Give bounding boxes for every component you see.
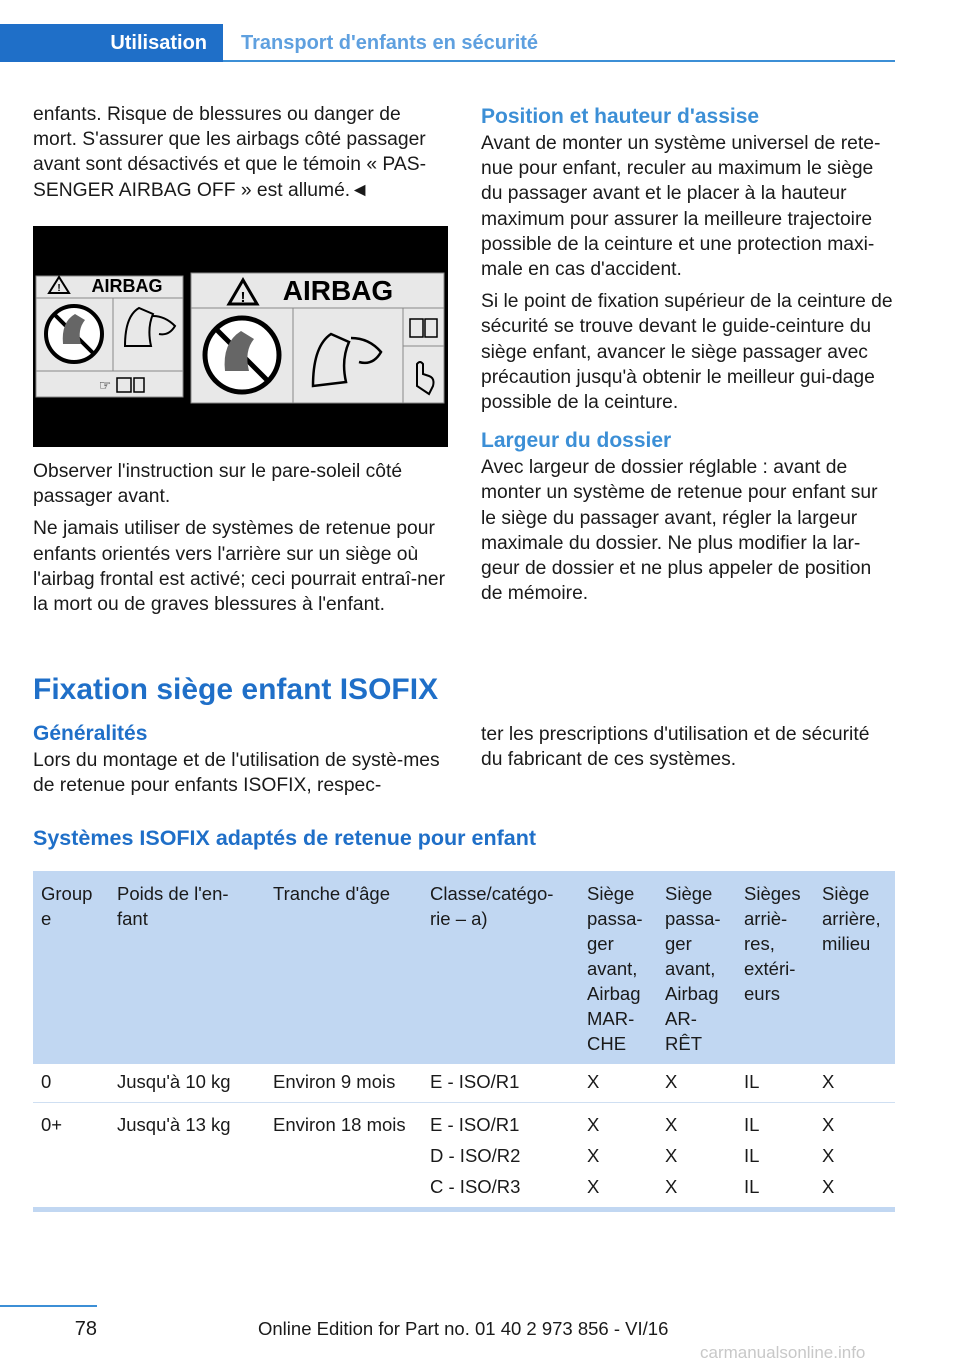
generalites-block <box>33 720 448 805</box>
generalites-text-left: Lors du montage et de l'utilisation de systè‐mes de retenue pour enfants ISOFIX, respec‐ <box>33 750 440 797</box>
page-number: 78 <box>74 1318 97 1340</box>
heading-generalites: Généralités <box>33 722 148 745</box>
cell-groupe: 0+ <box>41 1114 63 1135</box>
cell-groupe: 0 <box>33 1064 109 1103</box>
cell-age: Environ 18 mois <box>273 1114 406 1135</box>
cell-classe <box>422 1103 579 1209</box>
airbag-label-image <box>33 226 448 447</box>
tab-utilisation[interactable]: Utilisation <box>0 24 223 62</box>
left-column-top <box>33 102 448 210</box>
cell-avant-arret: X <box>657 1064 736 1103</box>
right-column <box>481 103 896 613</box>
cell-line: IL <box>744 1114 760 1135</box>
cell-line: X <box>822 1114 835 1135</box>
cell-line: IL <box>744 1176 760 1197</box>
cell-age: Environ 9 mois <box>265 1064 422 1103</box>
cell-arriere-milieu <box>814 1103 895 1209</box>
position-text-2: Si le point de fixation supérieur de la ceinture de sécurité se trouve devant le guide-ceinture du siège enfant, avancer le siège passager avec précaution jusqu'à obtenir le meilleur gui‐dage possible de la ceinture. <box>481 291 893 414</box>
cell-line: X <box>587 1176 600 1197</box>
table-header-row <box>33 871 895 1064</box>
cell-avant-marche: X <box>579 1064 657 1103</box>
cell-line: E - ISO/R1 <box>430 1114 520 1135</box>
header-poids: Poids de l'en‐ fant <box>109 871 265 1064</box>
cell-line: D - ISO/R2 <box>430 1145 521 1166</box>
table-title: Systèmes ISOFIX adaptés de retenue pour enfant <box>33 826 537 850</box>
cell-line: X <box>665 1176 678 1197</box>
largeur-text: Avec largeur de dossier réglable : avant de monter un système de retenue pour enfant sur le siège du passager avant, régler la largeur maximale du dossier. Ne plus modifier la lar‐geur de dossier et ne plus appeler de position de mémoire. <box>481 457 878 605</box>
header-classe: Classe/catégo‐ rie – a) <box>422 871 579 1064</box>
cell-line: X <box>665 1145 678 1166</box>
page-number-rule <box>0 1305 97 1307</box>
header-sieges-arriere-exterieurs: Sièges arriè‐ res, extéri‐ eurs <box>736 871 814 1064</box>
edition-footer: Online Edition for Part no. 01 40 2 973 856 - VI/16 <box>258 1318 669 1339</box>
airbag-label-drawing <box>33 226 448 447</box>
cell-poids: Jusqu'à 13 kg <box>117 1114 231 1135</box>
cell-line: X <box>587 1145 600 1166</box>
section-title-isofix: Fixation siège enfant ISOFIX <box>33 673 439 706</box>
airbag-label-large: AIRBAG <box>282 275 394 306</box>
svg-text:!: ! <box>57 283 61 294</box>
table-row <box>33 1064 895 1103</box>
sunvisor-text: Observer l'instruction sur le pare-soleil côté passager avant. <box>33 461 403 508</box>
cell-avant-marche <box>579 1103 657 1209</box>
svg-text:!: ! <box>240 289 246 306</box>
cell-classe: E - ISO/R1 <box>422 1064 579 1103</box>
generalites-continued <box>481 722 896 779</box>
rear-facing-warning-text: Ne jamais utiliser de systèmes de retenue pour enfants orientés vers l'arrière sur un siège où l'airbag frontal est activé; ceci pourrait entraî‐ner la mort ou de graves blessures à l'enfant. <box>33 518 445 616</box>
table-row <box>33 1103 895 1209</box>
position-text-1: Avant de monter un système universel de rete‐nue pour enfant, reculer au maximum le siège du passager avant et le placer à la hauteur maximum pour assurer la meilleure trajectoire possible de la ceinture et une protection maxi‐male en cas d'accident. <box>481 133 881 281</box>
hand-small-icon: ☞ <box>98 378 112 394</box>
header-siege-arriere-milieu: Siège arrière, milieu <box>814 871 895 1064</box>
cell-line: IL <box>744 1145 760 1166</box>
airbag-label-small: AIRBAG <box>91 276 163 296</box>
cell-line: X <box>665 1114 678 1135</box>
cell-line: X <box>587 1114 600 1135</box>
tab-transport-enfants[interactable]: Transport d'enfants en sécurité <box>241 31 539 54</box>
cell-line: C - ISO/R3 <box>430 1176 521 1197</box>
heading-position-hauteur: Position et hauteur d'assise <box>481 105 760 128</box>
cell-avant-arret <box>657 1103 736 1209</box>
left-column-bottom <box>33 459 448 624</box>
table-bottom-rule <box>33 1207 895 1212</box>
header-groupe: Group e <box>33 871 109 1064</box>
header-siege-avant-airbag-arret: Siège passa‐ ger avant, Airbag AR‐ RÊT <box>657 871 736 1064</box>
header-tranche-age: Tranche d'âge <box>265 871 422 1064</box>
cell-line: X <box>822 1145 835 1166</box>
cell-arriere-ext <box>736 1103 814 1209</box>
watermark: carmanualsonline.info <box>700 1343 866 1362</box>
header-siege-avant-airbag-marche: Siège passa‐ ger avant, Airbag MAR‐ CHE <box>579 871 657 1064</box>
warning-text: enfants. Risque de blessures ou danger de mort. S'assurer que les airbags côté passager avant sont désactivés et que le témoin « PAS‐SENGER AIRBAG OFF » est allumé.◄ <box>33 104 426 201</box>
cell-arriere-ext: IL <box>736 1064 814 1103</box>
generalites-text-right: ter les prescriptions d'utilisation et de sécurité du fabricant de ces systèmes. <box>481 724 870 771</box>
cell-line: X <box>822 1176 835 1197</box>
cell-poids: Jusqu'à 10 kg <box>109 1064 265 1103</box>
isofix-table <box>33 871 895 1208</box>
heading-largeur-dossier: Largeur du dossier <box>481 429 672 453</box>
cell-arriere-milieu: X <box>814 1064 895 1103</box>
